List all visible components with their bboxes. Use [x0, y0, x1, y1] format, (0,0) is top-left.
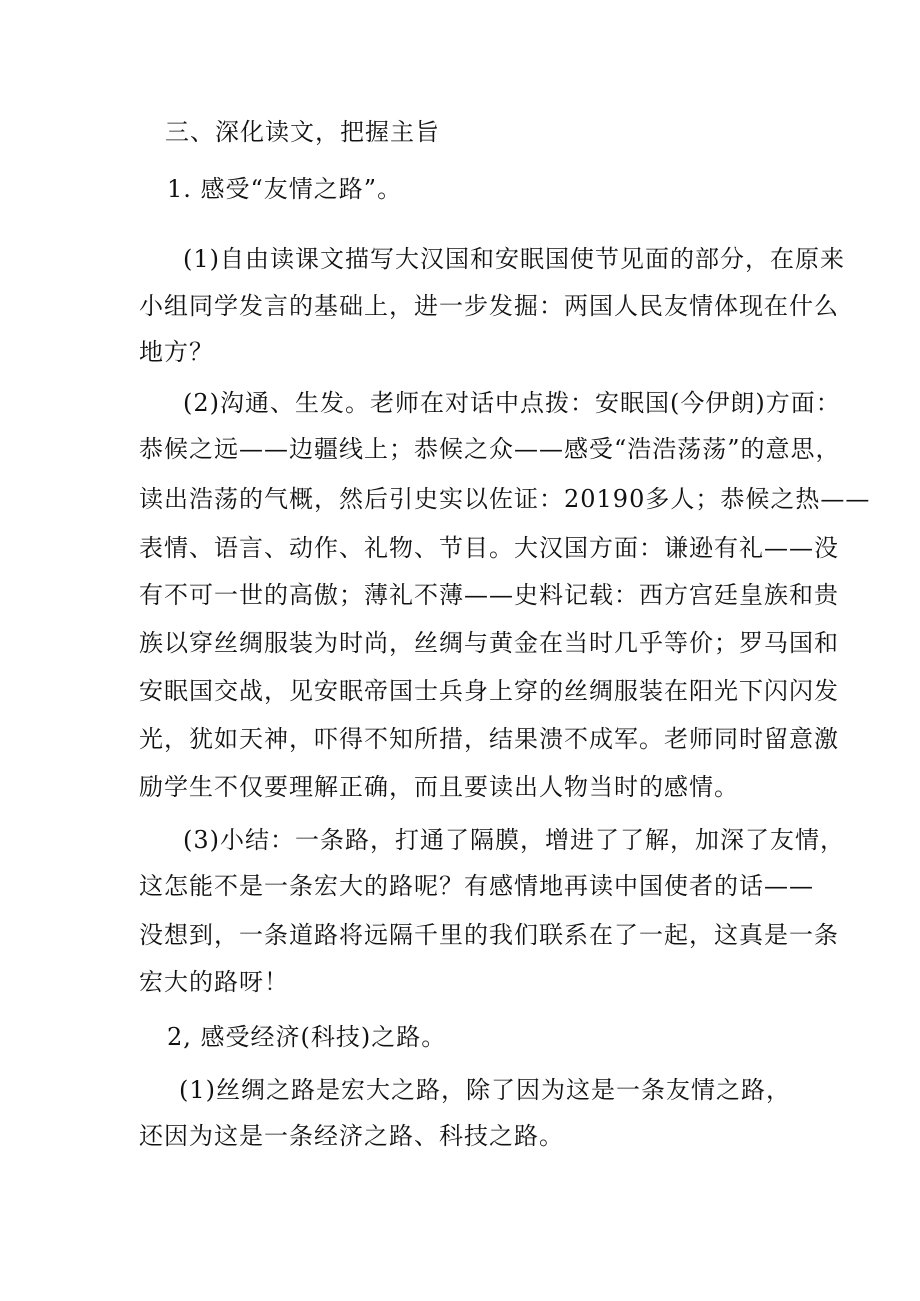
paragraph-line: 光，犹如天神，吓得不知所措，结果溃不成军。老师同时留意激	[139, 725, 839, 753]
paragraph-line: 有不可一世的高傲；薄礼不薄——史料记载：西方宫廷皇族和贵	[139, 581, 839, 609]
paragraph-line: 小组同学发言的基础上，进一步发掘：两国人民友情体现在什么	[139, 292, 839, 320]
paragraph-line: 这怎能不是一条宏大的路呢？有感情地再读中国使者的话——	[139, 872, 814, 900]
paragraph-line: 族以穿丝绸服装为时尚，丝绸与黄金在当时几乎等价；罗马国和	[139, 629, 839, 657]
paragraph-line: 安眠国交战，见安眠帝国士兵身上穿的丝绸服装在阳光下闪闪发	[139, 677, 839, 705]
paragraph-line: (2)沟通、生发。老师在对话中点拨：安眠国(今伊朗)方面：	[183, 389, 841, 417]
paragraph-line: (1)自由读课文描写大汉国和安眠国使节见面的部分，在原来	[183, 245, 845, 273]
paragraph-line: 恭候之远——边疆线上；恭候之众——感受“浩浩荡荡”的意思，	[139, 435, 841, 463]
paragraph-line: (3)小结：一条路，打通了隔膜，增进了了解，加深了友情，	[183, 826, 845, 854]
paragraph-line: (1)丝绸之路是宏大之路，除了因为这是一条友情之路，	[179, 1076, 791, 1104]
paragraph-line: 没想到，一条道路将远隔千里的我们联系在了一起，这真是一条	[139, 921, 839, 949]
paragraph-line: 读出浩荡的气概，然后引史实以佐证：20190多人；恭候之热——	[139, 485, 871, 513]
paragraph-line: 励学生不仅要理解正确，而且要读出人物当时的感情。	[139, 773, 739, 801]
paragraph-line: 表情、语言、动作、礼物、节目。大汉国方面：谦逊有礼——没	[139, 534, 839, 562]
section-heading: 三、深化读文，把握主旨	[165, 118, 440, 146]
paragraph-line: 宏大的路呀！	[139, 968, 289, 996]
paragraph-line: 还因为这是一条经济之路、科技之路。	[139, 1122, 564, 1150]
subsection-heading: 2, 感受经济(科技)之路。	[167, 1023, 447, 1051]
paragraph-line: 地方？	[139, 338, 214, 366]
subsection-heading: 1. 感受“友情之路”。	[167, 175, 403, 203]
